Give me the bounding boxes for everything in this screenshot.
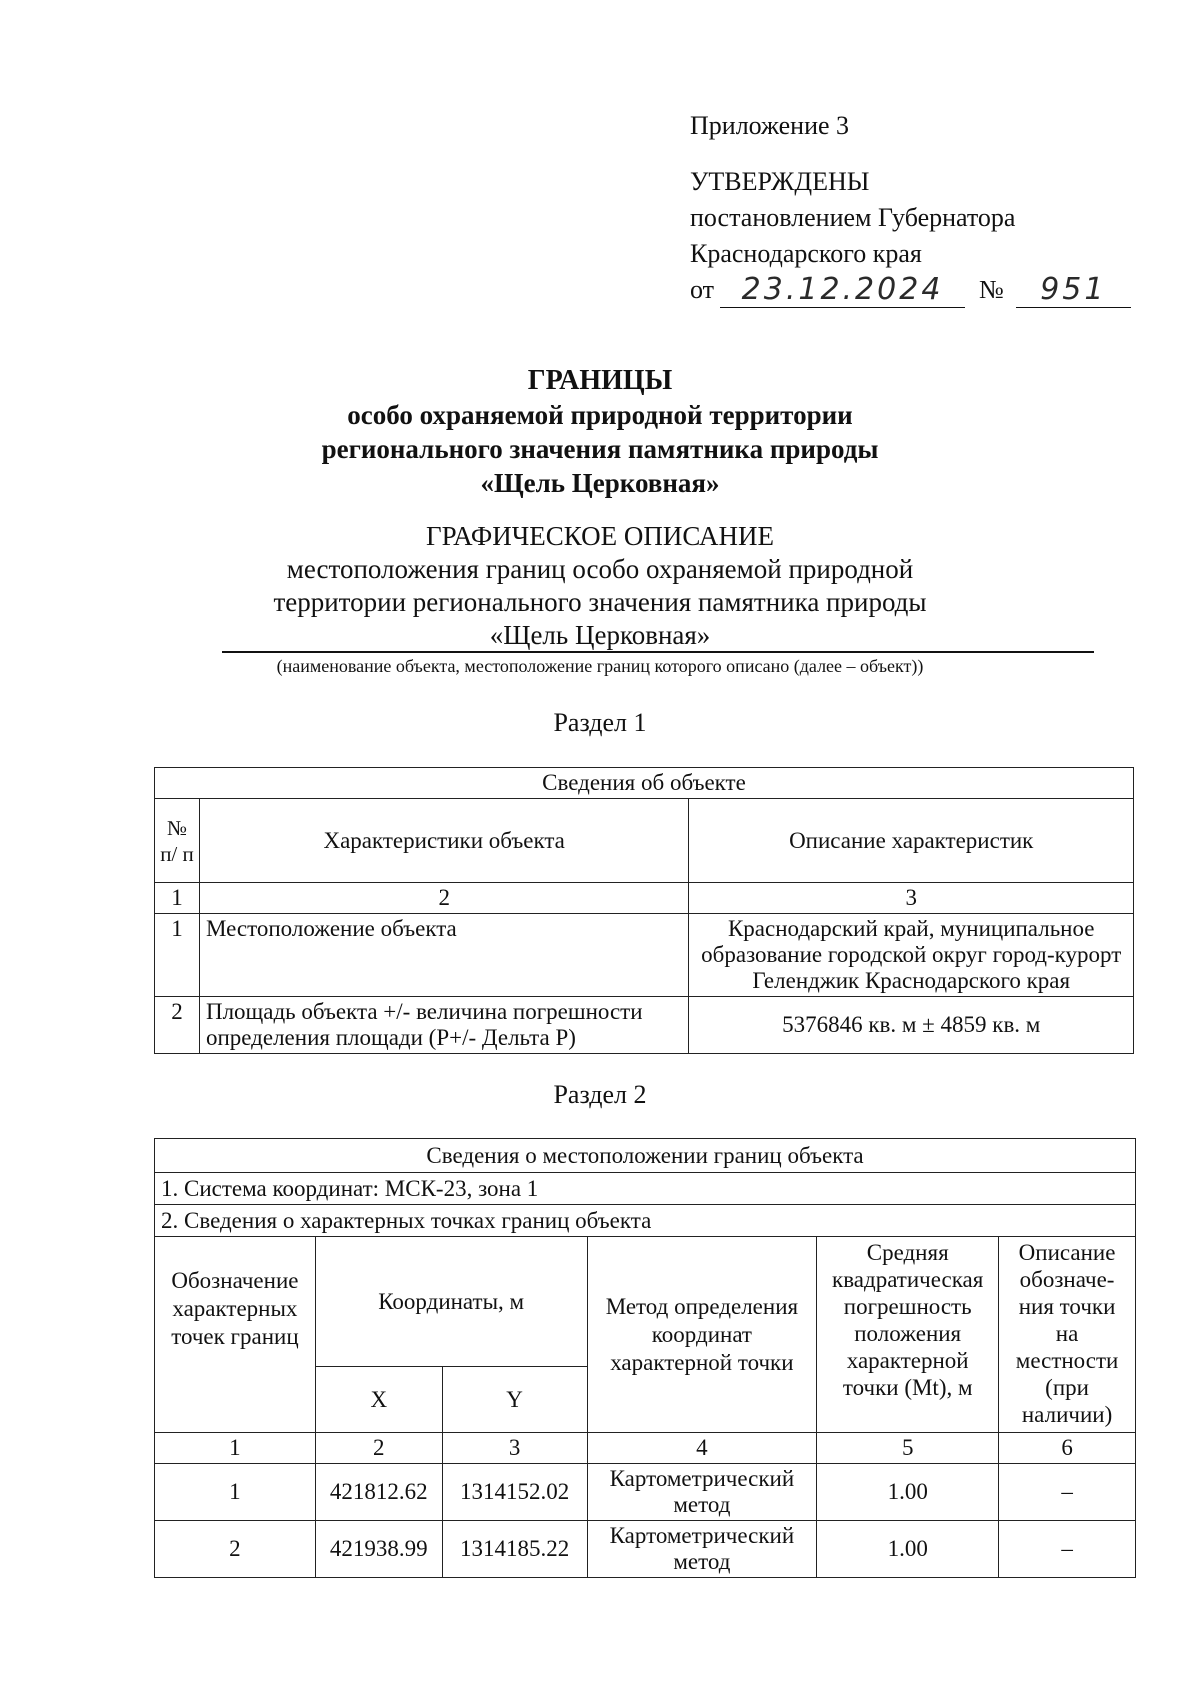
divider-line (222, 651, 1094, 653)
row-number: 1 (155, 914, 200, 997)
graphic-line-4: «Щель Церковная» (489, 620, 711, 650)
title-line-2: особо охраняемой природной территории (347, 400, 853, 430)
boundary-table-title: Сведения о местоположении границ объекта (155, 1139, 1136, 1173)
object-caption: (наименование объекта, местоположение границ которого описано (далее – объект)) (276, 656, 924, 676)
col-header-x: X (315, 1367, 442, 1433)
title-line-4: «Щель Церковная» (480, 468, 720, 498)
section-1-heading: Раздел 1 (553, 708, 647, 737)
graphic-description (0, 520, 1200, 652)
col-header-description: Описание характеристик (689, 799, 1134, 883)
coordinate-system: 1. Система координат: МСК-23, зона 1 (155, 1173, 1136, 1205)
decree-number: 951 (1016, 273, 1131, 308)
point-method: Картометрический метод (587, 1464, 817, 1521)
row-description: 5376846 кв. м ± 4859 кв. м (689, 997, 1134, 1054)
from-label: от (690, 275, 715, 304)
approved-by-line2: Краснодарского края (690, 239, 922, 268)
col-index-3: 3 (442, 1433, 587, 1464)
point-y: 1314152.02 (442, 1464, 587, 1521)
col-index-1: 1 (155, 883, 200, 914)
row-description: Краснодарский край, муниципальное образование городской округ город-курорт Геленджик Краснодарского края (689, 914, 1134, 997)
point-id: 1 (155, 1464, 316, 1521)
points-title: 2. Сведения о характерных точках границ объекта (155, 1205, 1136, 1237)
point-x: 421812.62 (315, 1464, 442, 1521)
graphic-line-2: местоположения границ особо охраняемой природной (286, 554, 914, 584)
object-table-title: Сведения об объекте (155, 768, 1134, 799)
col-header-error: Средняя квадратическая погрешность положения характерной точки (Mt), м (817, 1237, 999, 1433)
table-row (155, 1464, 1136, 1521)
col-header-description: Описание обозначе-ния точки на местности (при наличии) (999, 1237, 1136, 1433)
point-description: – (999, 1464, 1136, 1521)
document-title (0, 364, 1200, 500)
point-error: 1.00 (817, 1521, 999, 1578)
table-row (155, 914, 1134, 997)
approval-block (690, 108, 1131, 308)
point-description: – (999, 1521, 1136, 1578)
col-header-y: Y (442, 1367, 587, 1433)
row-characteristic: Площадь объекта +/- величина погрешности определения площади (Р+/- Дельта Р) (199, 997, 688, 1054)
point-x: 421938.99 (315, 1521, 442, 1578)
point-y: 1314185.22 (442, 1521, 587, 1578)
table-row (155, 997, 1134, 1054)
col-header-number: № п/ п (155, 799, 200, 883)
col-index-3: 3 (689, 883, 1134, 914)
point-method: Картометрический метод (587, 1521, 817, 1578)
graphic-line-1: ГРАФИЧЕСКОЕ ОПИСАНИЕ (425, 521, 775, 551)
graphic-line-3: территории регионального значения памятника природы (273, 587, 927, 617)
col-index-1: 1 (155, 1433, 316, 1464)
point-error: 1.00 (817, 1464, 999, 1521)
col-index-2: 2 (315, 1433, 442, 1464)
col-index-2: 2 (199, 883, 688, 914)
col-header-method: Метод определения координат характерной точки (587, 1237, 817, 1433)
row-characteristic: Местоположение объекта (199, 914, 688, 997)
col-header-characteristics: Характеристики объекта (199, 799, 688, 883)
title-line-1: ГРАНИЦЫ (527, 365, 673, 396)
point-id: 2 (155, 1521, 316, 1578)
section-2-heading: Раздел 2 (553, 1080, 647, 1109)
object-info-table (154, 767, 1134, 1054)
title-line-3: регионального значения памятника природы (321, 434, 879, 464)
col-index-6: 6 (999, 1433, 1136, 1464)
decree-date-line (690, 272, 1131, 308)
col-header-point: Обозначение характерных точек границ (155, 1237, 316, 1433)
table-row (155, 1521, 1136, 1578)
boundary-points-table (154, 1138, 1136, 1578)
decree-date: 23.12.2024 (720, 273, 965, 308)
approved-label: УТВЕРЖДЕНЫ (690, 167, 870, 196)
appendix-label: Приложение 3 (690, 111, 850, 140)
number-label: № (979, 275, 1004, 304)
col-index-4: 4 (587, 1433, 817, 1464)
approved-by-line1: постановлением Губернатора (690, 203, 1016, 232)
col-index-5: 5 (817, 1433, 999, 1464)
row-number: 2 (155, 997, 200, 1054)
col-header-coordinates: Координаты, м (315, 1237, 587, 1367)
